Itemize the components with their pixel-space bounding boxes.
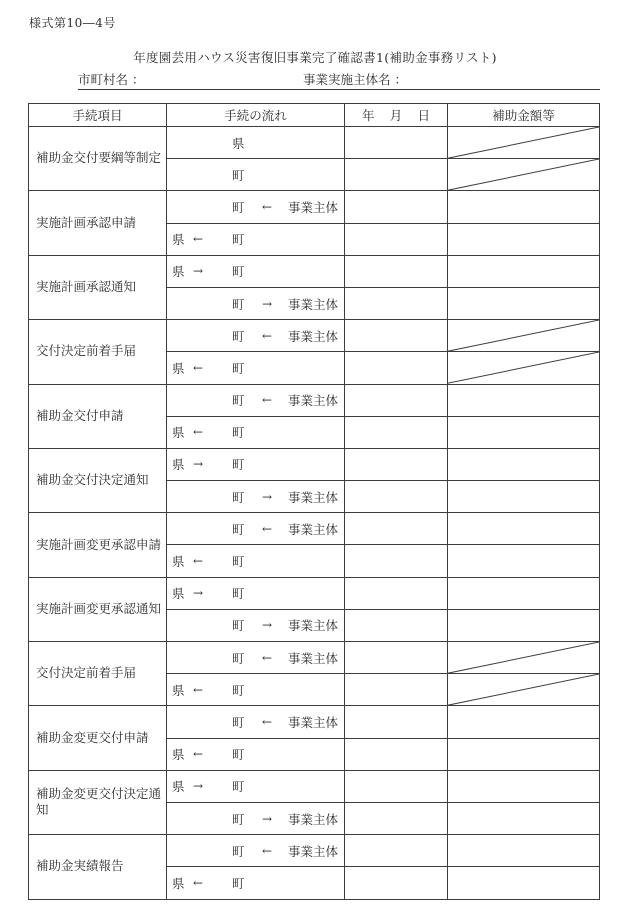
amount-cell xyxy=(448,642,600,674)
table-row xyxy=(29,191,600,223)
flow-cell xyxy=(167,416,345,448)
flow-cell xyxy=(167,513,345,545)
flow-right-entity: 事業主体 xyxy=(288,296,339,312)
flow-arrow-icon: → xyxy=(262,489,273,504)
procedure-item-cell xyxy=(29,706,167,770)
procedure-item-cell xyxy=(29,255,167,319)
flow-arrow-icon: ← xyxy=(193,875,204,890)
flow-arrow-icon: → xyxy=(193,457,204,472)
flow-cell xyxy=(167,674,345,706)
flow-left-entity: 県 xyxy=(172,586,185,602)
header-procedure-item: 手続項目 xyxy=(29,104,167,127)
flow-mid-entity: 町 xyxy=(232,425,245,441)
flow-arrow-icon: ← xyxy=(193,554,204,569)
flow-mid-entity: 町 xyxy=(232,843,245,859)
flow-mid-entity: 県 xyxy=(232,135,245,151)
flow-arrow-icon: ← xyxy=(262,328,273,343)
flow-cell xyxy=(167,159,345,191)
flow-arrow-icon: ← xyxy=(262,199,273,214)
flow-cell xyxy=(167,448,345,480)
flow-left-entity: 県 xyxy=(172,779,185,795)
flow-mid-entity: 町 xyxy=(232,682,245,698)
procedure-item-cell xyxy=(29,384,167,448)
flow-mid-entity: 町 xyxy=(232,457,245,473)
flow-left-entity: 県 xyxy=(172,875,185,891)
header-procedure-flow: 手続の流れ xyxy=(167,104,345,127)
procedure-item-label: 補助金実績報告 xyxy=(36,858,124,874)
flow-cell xyxy=(167,320,345,352)
procedure-item-label: 交付決定前着手届 xyxy=(36,343,137,359)
amount-cell xyxy=(448,706,600,738)
amount-cell xyxy=(448,159,600,191)
table-row xyxy=(29,255,600,287)
amount-cell xyxy=(448,255,600,287)
flow-mid-entity: 町 xyxy=(232,264,245,280)
flow-cell xyxy=(167,223,345,255)
flow-arrow-icon: ← xyxy=(262,521,273,536)
flow-cell xyxy=(167,352,345,384)
business-entity-label: 事業実施主体名 ： xyxy=(303,72,407,87)
procedure-item-cell xyxy=(29,448,167,512)
amount-cell xyxy=(448,802,600,834)
table-row xyxy=(29,320,600,352)
date-cell xyxy=(345,352,448,384)
amount-cell xyxy=(448,545,600,577)
flow-arrow-icon: ← xyxy=(193,682,204,697)
flow-right-entity: 事業主体 xyxy=(288,618,339,634)
procedure-item-label: 補助金交付要綱等制定 xyxy=(36,150,162,166)
amount-cell xyxy=(448,287,600,319)
flow-mid-entity: 町 xyxy=(232,554,245,570)
flow-cell xyxy=(167,706,345,738)
diagonal-strike-icon xyxy=(448,127,599,158)
flow-right-entity: 事業主体 xyxy=(288,811,339,827)
flow-mid-entity: 町 xyxy=(232,360,245,376)
table-row xyxy=(29,706,600,738)
flow-mid-entity: 町 xyxy=(232,489,245,505)
procedure-item-label: 実施計画承認通知 xyxy=(36,279,137,294)
table-header-row xyxy=(29,104,600,127)
flow-mid-entity: 町 xyxy=(232,811,245,827)
flow-arrow-icon: → xyxy=(262,811,273,826)
header-subsidy-amount: 補助金額等 xyxy=(448,104,600,127)
amount-cell xyxy=(448,738,600,770)
procedure-item-cell xyxy=(29,191,167,255)
amount-cell xyxy=(448,320,600,352)
flow-mid-entity: 町 xyxy=(232,618,245,634)
procedure-item-cell xyxy=(29,577,167,641)
flow-left-entity: 県 xyxy=(172,457,185,473)
procedure-item-label: 補助金変更交付申請 xyxy=(36,729,149,745)
flow-right-entity: 事業主体 xyxy=(288,650,339,666)
flow-left-entity: 県 xyxy=(172,425,185,441)
flow-cell xyxy=(167,835,345,867)
flow-mid-entity: 町 xyxy=(232,232,245,248)
flow-cell xyxy=(167,384,345,416)
date-cell xyxy=(345,545,448,577)
procedure-item-cell xyxy=(29,513,167,577)
document-title: 年度園芸用ハウス災害復旧事業完了確認書1(補助金事務リスト) xyxy=(133,50,497,65)
flow-arrow-icon: → xyxy=(193,586,204,601)
flow-mid-entity: 町 xyxy=(232,586,245,602)
amount-cell xyxy=(448,770,600,802)
amount-cell xyxy=(448,448,600,480)
date-cell xyxy=(345,835,448,867)
date-cell xyxy=(345,481,448,513)
flow-cell xyxy=(167,255,345,287)
diagonal-strike-icon xyxy=(448,352,599,383)
procedure-item-label: 実施計画承認申請 xyxy=(36,214,137,230)
flow-cell xyxy=(167,867,345,899)
flow-cell xyxy=(167,609,345,641)
flow-arrow-icon: → xyxy=(262,296,273,311)
flow-arrow-icon: ← xyxy=(193,360,204,375)
table-row xyxy=(29,835,600,867)
flow-cell xyxy=(167,127,345,159)
flow-cell xyxy=(167,191,345,223)
flow-mid-entity: 町 xyxy=(232,328,245,344)
date-cell xyxy=(345,127,448,159)
date-cell xyxy=(345,191,448,223)
procedure-item-cell xyxy=(29,127,167,191)
table-row xyxy=(29,448,600,480)
flow-left-entity: 県 xyxy=(172,360,185,376)
table-row xyxy=(29,770,600,802)
date-cell xyxy=(345,577,448,609)
flow-mid-entity: 町 xyxy=(232,875,245,891)
flow-arrow-icon: ← xyxy=(193,425,204,440)
procedure-item-cell xyxy=(29,770,167,834)
flow-arrow-icon: → xyxy=(193,264,204,279)
flow-left-entity: 県 xyxy=(172,747,185,763)
flow-mid-entity: 町 xyxy=(232,393,245,409)
date-cell xyxy=(345,867,448,899)
flow-cell xyxy=(167,481,345,513)
diagonal-strike-icon xyxy=(448,642,599,673)
flow-mid-entity: 町 xyxy=(232,650,245,666)
procedure-item-label: 実施計画変更承認申請 xyxy=(36,536,162,552)
amount-cell xyxy=(448,835,600,867)
flow-mid-entity: 町 xyxy=(232,167,245,183)
flow-arrow-icon: ← xyxy=(262,714,273,729)
flow-left-entity: 県 xyxy=(172,682,185,698)
flow-cell xyxy=(167,642,345,674)
flow-cell xyxy=(167,802,345,834)
flow-mid-entity: 町 xyxy=(232,779,245,795)
flow-right-entity: 事業主体 xyxy=(288,843,339,859)
flow-mid-entity: 町 xyxy=(232,199,245,215)
flow-left-entity: 県 xyxy=(172,232,185,248)
table-body xyxy=(29,127,600,900)
amount-cell xyxy=(448,674,600,706)
table-row xyxy=(29,642,600,674)
table-row xyxy=(29,127,600,159)
flow-left-entity: 県 xyxy=(172,554,185,570)
date-cell xyxy=(345,642,448,674)
flow-right-entity: 事業主体 xyxy=(288,393,339,409)
flow-arrow-icon: ← xyxy=(262,843,273,858)
flow-cell xyxy=(167,545,345,577)
flow-arrow-icon: → xyxy=(193,779,204,794)
procedure-item-label: 補助金変更交付決定通知 xyxy=(36,785,162,818)
date-cell xyxy=(345,738,448,770)
flow-arrow-icon: ← xyxy=(193,747,204,762)
header-date: 年 月 日 xyxy=(345,104,448,127)
flow-arrow-icon: ← xyxy=(262,650,273,665)
flow-right-entity: 事業主体 xyxy=(288,521,339,537)
table-row xyxy=(29,513,600,545)
procedure-item-label: 交付決定前着手届 xyxy=(36,665,137,681)
procedure-item-cell xyxy=(29,320,167,384)
date-cell xyxy=(345,674,448,706)
table-row xyxy=(29,577,600,609)
flow-mid-entity: 町 xyxy=(232,714,245,730)
name-fill-in-line xyxy=(78,70,600,90)
flow-right-entity: 事業主体 xyxy=(288,714,339,730)
flow-cell xyxy=(167,287,345,319)
flow-cell xyxy=(167,770,345,802)
flow-right-entity: 事業主体 xyxy=(288,199,339,215)
procedure-item-cell xyxy=(29,642,167,706)
date-cell xyxy=(345,706,448,738)
diagonal-strike-icon xyxy=(448,674,599,705)
flow-mid-entity: 町 xyxy=(232,747,245,763)
amount-cell xyxy=(448,609,600,641)
date-cell xyxy=(345,384,448,416)
amount-cell xyxy=(448,191,600,223)
flow-cell xyxy=(167,577,345,609)
diagonal-strike-icon xyxy=(448,320,599,351)
amount-cell xyxy=(448,416,600,448)
procedure-item-label: 実施計画変更承認通知 xyxy=(36,600,162,616)
flow-arrow-icon: → xyxy=(262,618,273,633)
diagonal-strike-icon xyxy=(448,159,599,190)
procedure-item-label: 補助金交付申請 xyxy=(36,407,124,423)
date-cell xyxy=(345,287,448,319)
date-cell xyxy=(345,159,448,191)
amount-cell xyxy=(448,513,600,545)
flow-mid-entity: 町 xyxy=(232,296,245,312)
date-cell xyxy=(345,802,448,834)
date-cell xyxy=(345,223,448,255)
amount-cell xyxy=(448,384,600,416)
amount-cell xyxy=(448,127,600,159)
flow-right-entity: 事業主体 xyxy=(288,328,339,344)
amount-cell xyxy=(448,352,600,384)
procedure-table xyxy=(28,103,600,900)
procedure-item-cell xyxy=(29,835,167,899)
date-cell xyxy=(345,770,448,802)
amount-cell xyxy=(448,481,600,513)
date-cell xyxy=(345,320,448,352)
municipality-label: 市町村名 ： xyxy=(78,72,145,87)
table-row xyxy=(29,384,600,416)
flow-arrow-icon: ← xyxy=(262,393,273,408)
flow-mid-entity: 町 xyxy=(232,521,245,537)
flow-right-entity: 事業主体 xyxy=(288,489,339,505)
amount-cell xyxy=(448,223,600,255)
form-number: 様式第10―4号 xyxy=(29,16,116,30)
flow-arrow-icon: ← xyxy=(193,232,204,247)
date-cell xyxy=(345,609,448,641)
procedure-item-label: 補助金交付決定通知 xyxy=(36,472,149,488)
date-cell xyxy=(345,255,448,287)
date-cell xyxy=(345,416,448,448)
flow-cell xyxy=(167,738,345,770)
date-cell xyxy=(345,448,448,480)
amount-cell xyxy=(448,577,600,609)
date-cell xyxy=(345,513,448,545)
flow-left-entity: 県 xyxy=(172,264,185,280)
amount-cell xyxy=(448,867,600,899)
